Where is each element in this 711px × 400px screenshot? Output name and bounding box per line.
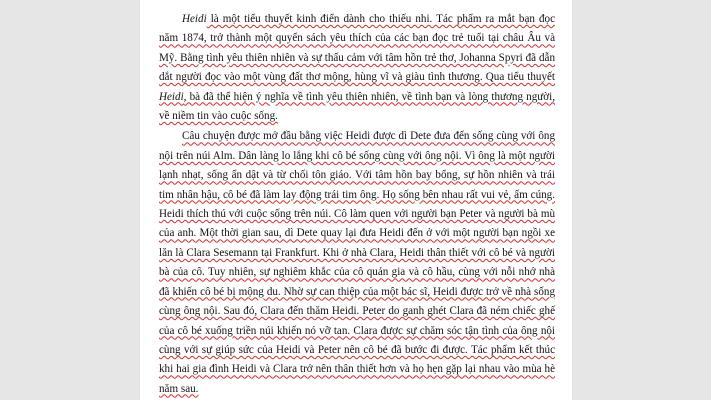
document-page[interactable]: [140, 0, 572, 400]
book-title: Heidi: [182, 13, 207, 25]
paragraph-2[interactable]: [159, 127, 555, 399]
book-title: Heidi: [159, 90, 184, 103]
paragraph-text: , bà đã thể hiện ý nghĩa về tình yêu thiên nhiên, về tình bạn và lòng thương người, về niềm tin vào cuộc sống.: [159, 90, 555, 123]
paragraph-text: Câu chuyện được mở đầu bằng việc Heidi được dì Dete đưa đến sống cùng với ông nội trên núi Alm. Dân làng lo lắng khi cô bé sống cùng với ông nội. Vì ông là một người lạnh nhạt, sống ẩn dật và từ chối tôn giáo. Với tâm hồn bay bổng, sự hồn nhiên và trái tim nhân hậu, cô bé đã làm lay động trái tim ông. Họ sống bên nhau rất vui vẻ, ấm cúng. Heidi thích thú với cuộc sống trên núi. Cô làm quen với người bạn Peter và người bà mù của anh. Một thời gian sau, dì Dete quay lại đưa Heidi đến ở với một người bạn ngồi xe lăn là Clara Sesemann tại Frankfurt. Khi ở nhà Clara, Heidi thân thiết với cô bé và người bà của cô. Tuy nhiên, sự nghiêm khắc của cô quản gia và cô hầu, cùng với nỗi nhớ nhà đã khiến cô bé bị mộng du. Nhờ sự can thiệp của một bác sĩ, Heidi được trở về nhà sống cùng ông nội. Sau đó, Clara đến thăm Heidi. Peter do ganh ghét Clara đã ném chiếc ghế của cô bé xuống triền núi khiến nó vỡ tan. Clara được sự chăm sóc tận tình của ông nội cùng với sự giúp sức của Heidi và Peter nên cô bé đã bước đi được. Tác phẩm kết thúc khi hai gia đình Heidi và Clara trở nên thân thiết hơn và họ hẹn gặp lại nhau vào mùa hè năm sau.: [159, 130, 555, 395]
document-body[interactable]: [159, 10, 555, 400]
paragraph-1[interactable]: [159, 10, 555, 126]
paragraph-text: là một tiểu thuyết kinh điển dành cho thiếu nhi. Tác phẩm ra mắt bạn đọc năm 1874, trở thành một quyển sách yêu thích của các bạn đọc trẻ tuổi tại châu Âu và Mỹ. Bằng tình yêu thiên nhiên và sự thấu cảm với tâm hồn trẻ thơ, Johanna Spyri đã dẫn dắt người đọc vào một vùng đất thơ mộng, hùng vĩ và giàu tình thương. Qua tiểu thuyết: [159, 13, 555, 84]
